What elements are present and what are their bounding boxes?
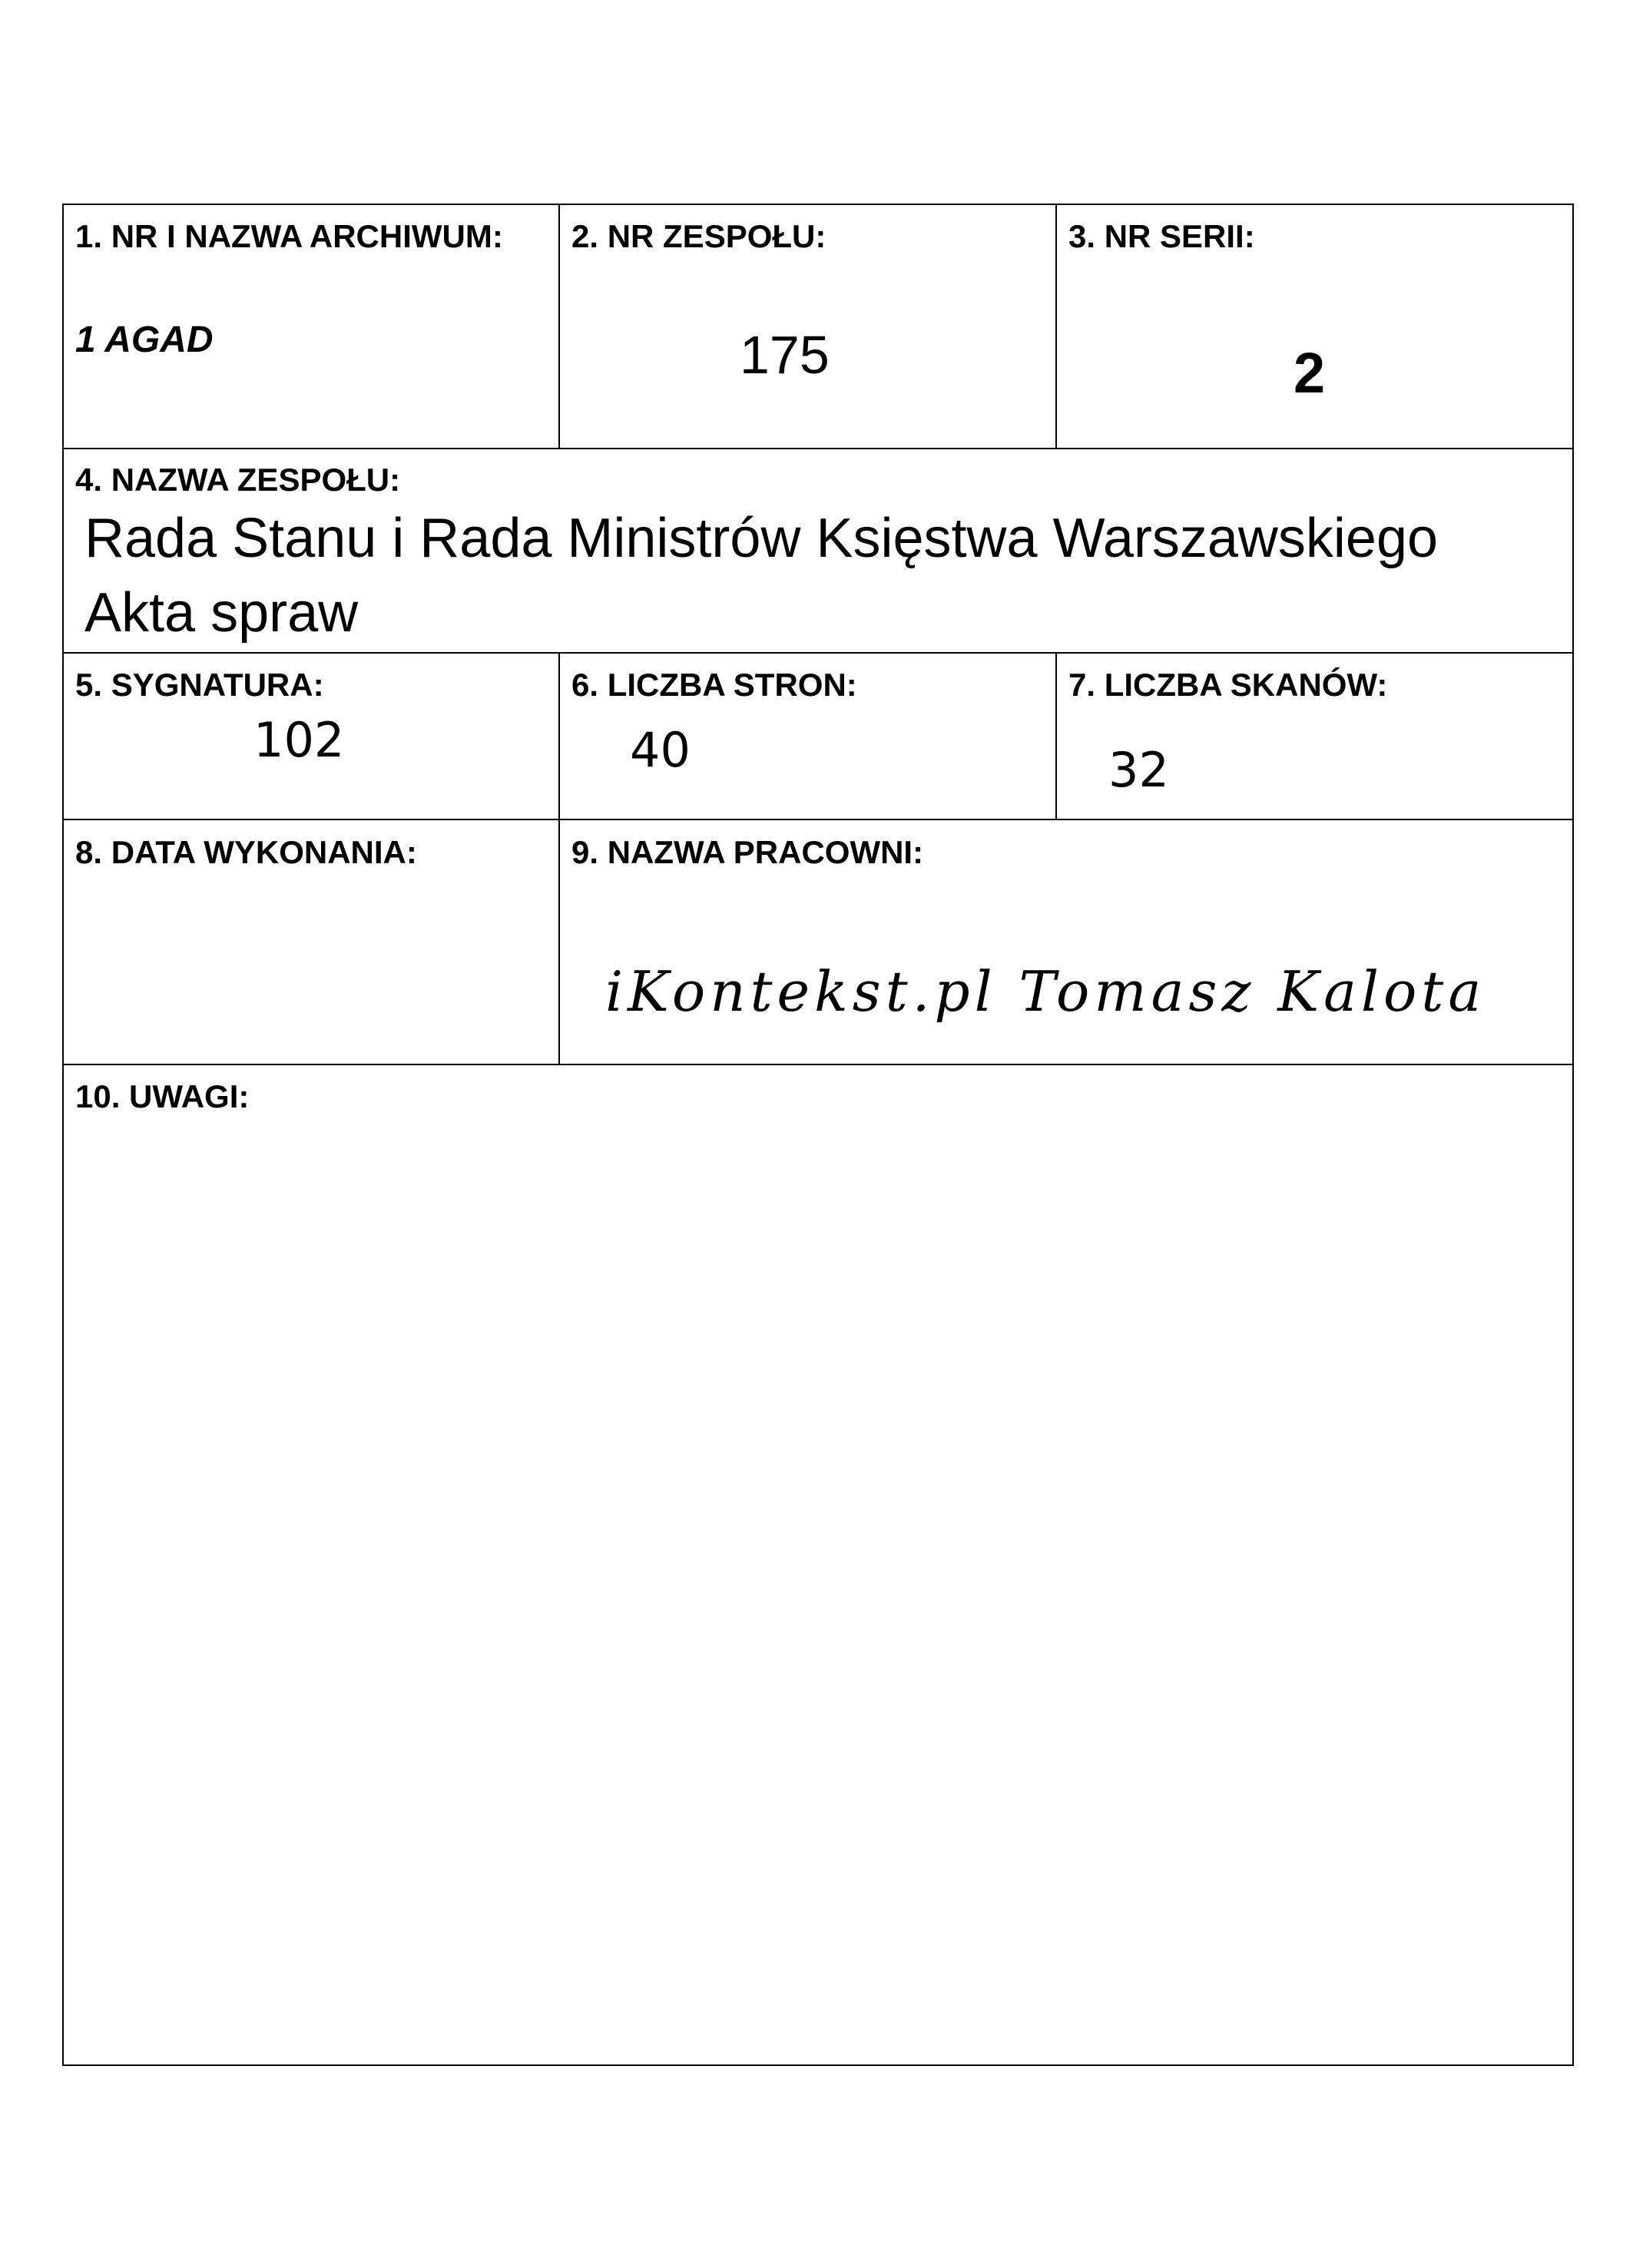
pracownia-label: 9. NAZWA PRACOWNI: bbox=[571, 834, 924, 870]
nazwa-zespolu-label: 4. NAZWA ZESPOŁU: bbox=[75, 462, 401, 498]
col-divider-1b bbox=[558, 652, 560, 819]
seria-value: 2 bbox=[1293, 341, 1326, 405]
nazwa-zespolu-line2: Akta spraw bbox=[84, 582, 359, 644]
sygnatura-value: 102 bbox=[253, 712, 345, 768]
zespol-nr-label: 2. NR ZESPOŁU: bbox=[571, 218, 826, 254]
liczba-stron-label: 6. LICZBA STRON: bbox=[571, 667, 857, 703]
liczba-skanow-label: 7. LICZBA SKANÓW: bbox=[1068, 667, 1388, 703]
col-divider-1c bbox=[558, 819, 560, 1064]
col-divider-2a bbox=[1055, 205, 1057, 448]
archiwum-label: 1. NR I NAZWA ARCHIWUM: bbox=[75, 218, 503, 254]
col-divider-1a bbox=[558, 205, 560, 448]
pracownia-value: iKontekst.pl Tomasz Kalota bbox=[605, 959, 1486, 1024]
row-divider-3 bbox=[64, 819, 1572, 820]
row-divider-2 bbox=[64, 652, 1572, 654]
uwagi-label: 10. UWAGI: bbox=[75, 1078, 250, 1114]
nazwa-zespolu-line1: Rada Stanu i Rada Ministrów Księstwa Warszawskiego bbox=[84, 508, 1439, 569]
row-divider-4 bbox=[64, 1064, 1572, 1065]
data-wykonania-label: 8. DATA WYKONANIA: bbox=[75, 834, 417, 870]
seria-label: 3. NR SERII: bbox=[1068, 218, 1255, 254]
archiwum-value: 1 AGAD bbox=[75, 320, 214, 360]
liczba-stron-value: 40 bbox=[630, 722, 691, 778]
metadata-form bbox=[62, 204, 1574, 2066]
liczba-skanow-value: 32 bbox=[1108, 742, 1169, 798]
sygnatura-label: 5. SYGNATURA: bbox=[75, 667, 324, 703]
col-divider-2b bbox=[1055, 652, 1057, 819]
zespol-nr-value: 175 bbox=[740, 325, 830, 385]
row-divider-1 bbox=[64, 448, 1572, 449]
